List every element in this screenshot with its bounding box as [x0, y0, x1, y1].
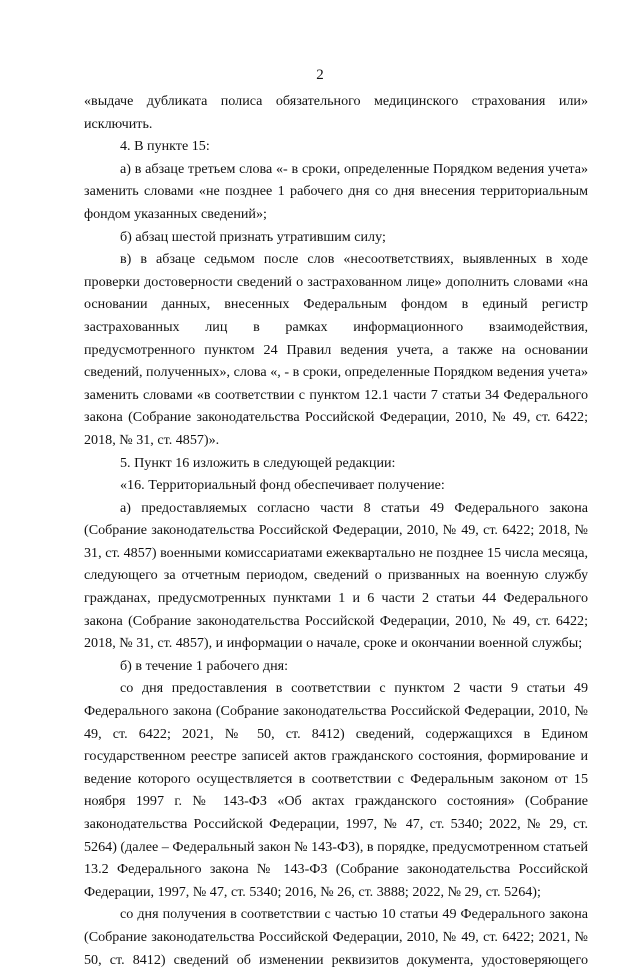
paragraph-item-4a: а) в абзаце третьем слова «- в сроки, определенные Порядком ведения учета» заменить словами «не позднее 1 рабочего дня со дня внесения территориальным фондом указанных сведений»;	[84, 160, 588, 222]
paragraph-item-16b-zags: со дня предоставления в соответствии с пунктом 2 части 9 статьи 49 Федерального закона (Собрание законодательства Российской Федерации, 2010, № 49, ст. 6422; 2021, № 50, ст. 8412) сведений, содержащихся в Едином государственном реестре записей актов гражданского состояния, формирование и ведение которого осуществляется в соответствии с Федеральным законом от 15 ноября 1997 г. № 143-ФЗ «Об актах гражданского состояния» (Собрание законодательства Российской Федерации, 1997, № 47, ст. 5340; 2022, № 29, ст. 5264) (далее – Федеральный закон № 143-ФЗ), в порядке, предусмотренном статьей 13.2 Федерального закона № 143-ФЗ (Собрание законодательства Российской Федерации, 1997, № 47, ст. 5340; 2016, № 26, ст. 3888; 2022, № 29, ст. 5264);	[84, 680, 588, 900]
paragraph-item-16a: а) предоставляемых согласно части 8 статьи 49 Федерального закона (Собрание законодательства Российской Федерации, 2010, № 49, ст. 6422; 2018, № 31, ст. 4857) военными комиссариатами ежеквартально не позднее 15 числа месяца, следующего за отчетным периодом, сведений о призванных на военную службу гражданах, предусмотренных пунктами 1 и 6 части 2 статьи 44 Федерального закона (Собрание законодательства Российской Федерации, 2010, № 49, ст. 6422; 2018, № 31, ст. 4857), и информации о начале, сроке и окончании военной службы;	[84, 499, 588, 652]
paragraph-item-4v: в) в абзаце седьмом после слов «несоответствиях, выявленных в ходе проверки достоверности сведений о застрахованном лице» дополнить словами «на основании данных, внесенных Федеральным фондом в единый регистр застрахованных лиц в рамках информационного взаимодействия, предусмотренного пунктом 24 Правил ведения учета, а также на основании сведений, полученных», слова «, - в сроки, определенные Порядком ведения учета» заменить словами «в соответствии с пунктом 12.1 части 7 статьи 34 Федерального закона (Собрание законодательства Российской Федерации, 2010, № 49, ст. 6422; 2018, № 31, ст. 4857)».	[84, 251, 588, 448]
paragraph-item-16: «16. Территориальный фонд обеспечивает получение:	[120, 477, 445, 494]
paragraph-dublikat-polisa: «выдаче дубликата полиса обязательного медицинского страхования или» исключить.	[84, 93, 588, 132]
paragraph-item-5: 5. Пункт 16 изложить в следующей редакции:	[120, 454, 396, 471]
page-number: 2	[316, 67, 324, 83]
paragraph-item-16b: б) в течение 1 рабочего дня:	[120, 657, 289, 674]
document-body	[84, 90, 588, 971]
paragraph-item-16b-rekvizity: со дня получения в соответствии с частью 10 статьи 49 Федерального закона (Собрание законодательства Российской Федерации, 2010, № 49, ст. 6422; 2021, № 50, ст. 8412) сведений об изменении реквизитов документа, удостоверяющего	[84, 906, 588, 968]
paragraph-item-4b: б) абзац шестой признать утратившим силу;	[120, 228, 386, 245]
paragraph-item-4: 4. В пункте 15:	[120, 138, 210, 155]
